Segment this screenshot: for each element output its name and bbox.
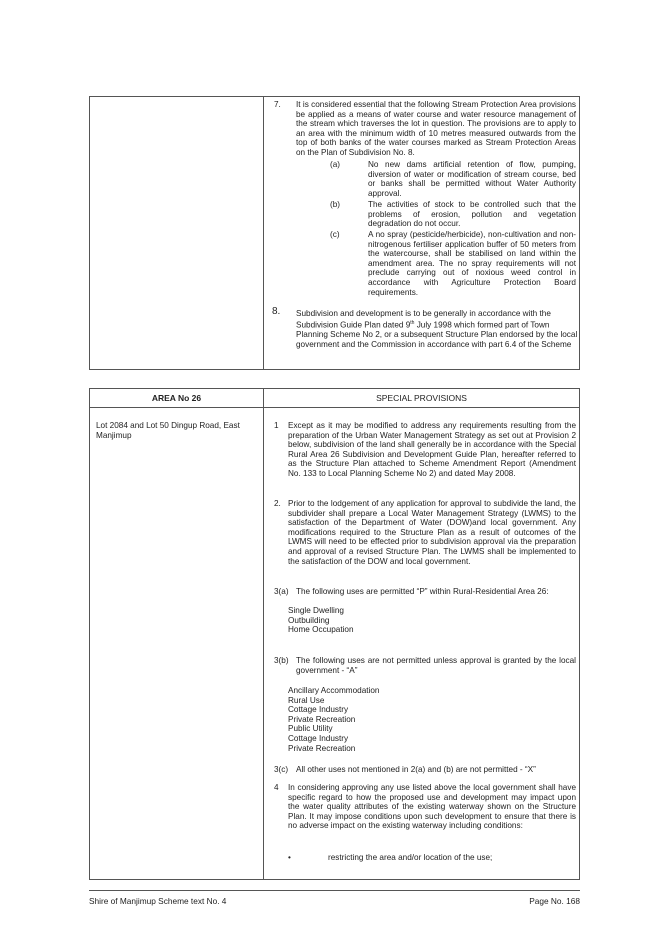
provision-1-text: Except as it may be modified to address any requirements resulting from the preparation of the Urban Water Management Strategy as set out at Provision 2 below, subdivision of the land shall generally be in accordance with the Special Rural Area 26 Subdivision and Development Guide Plan, hereafter referred to as the Structure Plan attached to Scheme Amendment Report (Amendment No. 133 to Local Planning Scheme No 2) and dated May 2008. xyxy=(288,421,576,478)
page-number: Page No. 168 xyxy=(529,896,580,906)
list-item: Private Recreation xyxy=(288,714,356,724)
footer-divider xyxy=(89,890,580,891)
list-item: Home Occupation xyxy=(288,625,354,635)
area-26-table xyxy=(89,388,580,880)
list-item: Cottage Industry xyxy=(288,733,349,743)
special-provisions-header: SPECIAL PROVISIONS xyxy=(264,389,579,408)
item-number: 1 xyxy=(274,421,279,430)
item-number: 4 xyxy=(274,783,279,792)
provision-3b-text: The following uses are not permitted unless approval is granted by the local government - “A” xyxy=(296,656,576,675)
provision-7-text: It is considered essential that the following Stream Protection Area provisions be applied as a means of water course and water resource management of the stream which traverses the lot in question. The provisions are to apply to an area with the minimum width of 10 metres measured outwards from the top of both banks of the water courses marked as Stream Protection Areas on the Plan of Subdivision No. 8. xyxy=(296,100,576,157)
sub-provision-b: The activities of stock to be controlled such that the problems of erosion, pollution and vegetation degradation do not occur. xyxy=(368,200,576,229)
provision-2-text: Prior to the lodgement of any application for approval to subdivide the land, the subdivider shall prepare a Local Water Management Strategy (LWMS) to the satisfaction of the Department of Water (DOW)and local government. Any modifications required to the Structure Plan as a result of outcomes of the LWMS will need to be effected prior to subdivision approval via the preparation and approval of a revised Structure Plan. The LWMS shall be implemented to the satisfaction of the DOW and local government. xyxy=(288,499,576,566)
bullet-icon: • xyxy=(288,853,291,862)
item-number: 3(b) xyxy=(274,656,289,665)
bullet-item: restricting the area and/or location of the use; xyxy=(328,853,493,862)
item-number: 8. xyxy=(272,306,281,317)
list-item: Ancillary Accommodation xyxy=(288,686,380,695)
sub-provision-a: No new dams artificial retention of flow, pumping, diversion of water or modification of stream course, bed or banks shall be permitted without Water Authority approval. xyxy=(368,160,576,198)
provisions-table-continued xyxy=(89,96,580,370)
provision-4-text: In considering approving any use listed above the local government shall have specific regard to how the proposed use and development may impact upon the water quality attributes of the existing waterway shown on the Structure Plan. It may impose conditions upon such development to ensure that there is no adverse impact on the existing waterway including conditions: xyxy=(288,783,576,831)
list-item: Private Recreation xyxy=(288,743,356,753)
footer-scheme-title: Shire of Manjimup Scheme text No. 4 xyxy=(89,896,227,906)
list-item: Single Dwelling xyxy=(288,606,344,615)
list-item: Public Utility xyxy=(288,724,333,734)
sub-provision-c: A no spray (pesticide/herbicide), non-cultivation and non-nitrogenous fertiliser application buffer of 50 meters from the watercourse, shall be stabilised on land within the amendment area. The no spray requirements will not preclude carrying out of noxious weed control in accordance with Agriculture Protection Board requirements. xyxy=(368,230,576,297)
permitted-uses-list xyxy=(288,606,354,635)
approval-uses-list xyxy=(288,686,379,753)
item-number: 2. xyxy=(274,499,281,508)
list-item: Cottage Industry xyxy=(288,705,349,715)
sub-label-b: (b) xyxy=(330,200,341,209)
provision-3a-text: The following uses are permitted “P” within Rural-Residential Area 26: xyxy=(296,587,549,596)
area-header: AREA No 26 xyxy=(90,389,263,408)
item-number: 3(a) xyxy=(274,587,289,596)
provisions-column xyxy=(264,97,579,369)
item-number: 3(c) xyxy=(274,765,289,774)
provision-3c-text: All other uses not mentioned in 2(a) and (b) are not permitted - “X” xyxy=(296,765,536,774)
item-number: 7. xyxy=(274,100,281,109)
special-provisions-column xyxy=(264,389,579,879)
sub-label-a: (a) xyxy=(330,160,341,169)
area-column xyxy=(90,389,264,879)
list-item: Outbuilding xyxy=(288,615,330,625)
sub-label-c: (c) xyxy=(330,230,340,239)
provision-8-text: Subdivision and development is to be generally in accordance with the Subdivision Guide Plan dated 9th July 1998 which formed part of Town Planning Scheme No 2, or a subsequent Structure Plan endorsed by the local government and the Commission in accordance with part 6.4 of the Scheme xyxy=(296,309,578,349)
lot-location: Lot 2084 and Lot 50 Dingup Road, East Manjimup xyxy=(96,421,240,440)
list-item: Rural Use xyxy=(288,695,325,705)
area-column-empty xyxy=(90,97,264,369)
